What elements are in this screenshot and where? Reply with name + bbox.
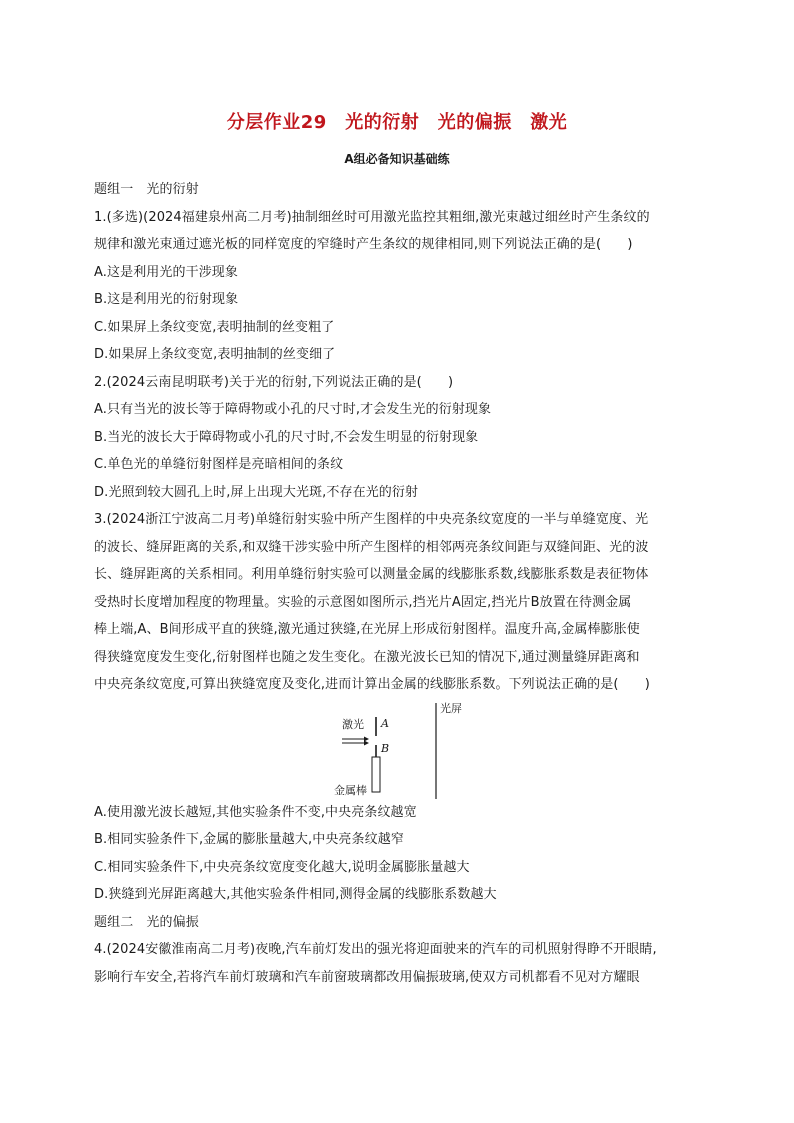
q3-option-b: B.相同实验条件下,金属的膨胀量越大,中央亮条纹越窄 xyxy=(94,832,404,847)
q1-stem-line2: 规律和激光束通过遮光板的同样宽度的窄缝时产生条纹的规律相同,则下列说法正确的是( ) xyxy=(94,237,633,252)
q3-stem-line5: 棒上端,A、B间形成平直的狭缝,激光通过狭缝,在光屏上形成衍射图样。温度升高,金属棒膨胀使 xyxy=(94,622,640,637)
q2-option-a: A.只有当光的波长等于障碍物或小孔的尺寸时,才会发生光的衍射现象 xyxy=(94,402,492,417)
q3-experiment-figure xyxy=(94,701,704,799)
q4-stem-line2: 影响行车安全,若将汽车前灯玻璃和汽车前窗玻璃都改用偏振玻璃,使双方司机都看不见对方耀眼 xyxy=(94,969,640,985)
slit-diffraction-diagram xyxy=(324,701,484,799)
q2-option-b: B.当光的波长大于障碍物或小孔的尺寸时,不会发生明显的衍射现象 xyxy=(94,429,479,445)
q3-stem-line1: 3.(2024浙江宁波高二月考)单缝衍射实验中所产生图样的中央亮条纹宽度的一半与单缝宽度、光 xyxy=(94,512,649,527)
q4-stem-line1: 4.(2024安徽淮南高二月考)夜晚,汽车前灯发出的强光将迎面驶来的汽车的司机照射得睁不开眼睛, xyxy=(94,942,657,957)
q1-option-d: D.如果屏上条纹变宽,表明抽制的丝变细了 xyxy=(94,347,336,362)
metal-rod xyxy=(372,757,380,792)
q2-option-c: C.单色光的单缝衍射图样是亮暗相间的条纹 xyxy=(94,457,344,472)
q3-stem-line2: 的波长、缝屏距离的关系,和双缝干涉实验中所产生图样的相邻两亮条纹间距与双缝间距、光的波 xyxy=(94,539,649,555)
plate-a-label: A xyxy=(381,716,389,730)
q3-stem-line6: 得狭缝宽度发生变化,衍射图样也随之发生变化。在激光波长已知的情况下,通过测量缝屏距离和 xyxy=(94,649,640,665)
laser-arrowhead-bottom xyxy=(364,740,369,745)
question-content xyxy=(94,176,704,991)
q3-option-a: A.使用激光波长越短,其他实验条件不变,中央亮条纹越宽 xyxy=(94,804,417,820)
q1-option-a: A.这是利用光的干涉现象 xyxy=(94,264,238,280)
q3-stem-line7: 中央亮条纹宽度,可算出狭缝宽度及变化,进而计算出金属的线膨胀系数。下列说法正确的是( ) xyxy=(94,677,650,692)
metal-rod-label: 金属棒 xyxy=(334,783,367,797)
q1-option-c: C.如果屏上条纹变宽,表明抽制的丝变粗了 xyxy=(94,319,335,335)
laser-arrowhead-top xyxy=(364,736,369,741)
q3-stem-line3: 长、缝屏距离的关系相同。利用单缝衍射实验可以测量金属的线膨胀系数,线膨胀系数是表征物体 xyxy=(94,567,649,582)
q3-option-d: D.狭缝到光屏距离越大,其他实验条件相同,测得金属的线膨胀系数越大 xyxy=(94,887,497,902)
q3-option-c: C.相同实验条件下,中央亮条纹宽度变化越大,说明金属膨胀量越大 xyxy=(94,859,470,875)
laser-label: 激光 xyxy=(342,717,364,731)
topic-heading-diffraction: 题组一 光的衍射 xyxy=(94,182,199,197)
page-title: 分层作业29 光的衍射 光的偏振 激光 xyxy=(226,112,568,133)
screen-label: 光屏 xyxy=(440,701,462,715)
q3-stem-line4: 受热时长度增加程度的物理量。实验的示意图如图所示,挡光片A固定,挡光片B放置在待测金属 xyxy=(94,594,632,610)
topic-heading-polarization: 题组二 光的偏振 xyxy=(94,914,199,930)
q1-option-b: B.这是利用光的衍射现象 xyxy=(94,292,239,307)
q1-stem-line1: 1.(多选)(2024福建泉州高二月考)抽制细丝时可用激光监控其粗细,激光束越过细丝时产生条纹的 xyxy=(94,209,650,225)
section-group-title: A组必备知识基础练 xyxy=(344,152,450,166)
q2-stem: 2.(2024云南昆明联考)关于光的衍射,下列说法正确的是( ) xyxy=(94,374,454,390)
q2-option-d: D.光照到较大圆孔上时,屏上出现大光斑,不存在光的衍射 xyxy=(94,484,419,500)
plate-b-label: B xyxy=(381,741,390,755)
